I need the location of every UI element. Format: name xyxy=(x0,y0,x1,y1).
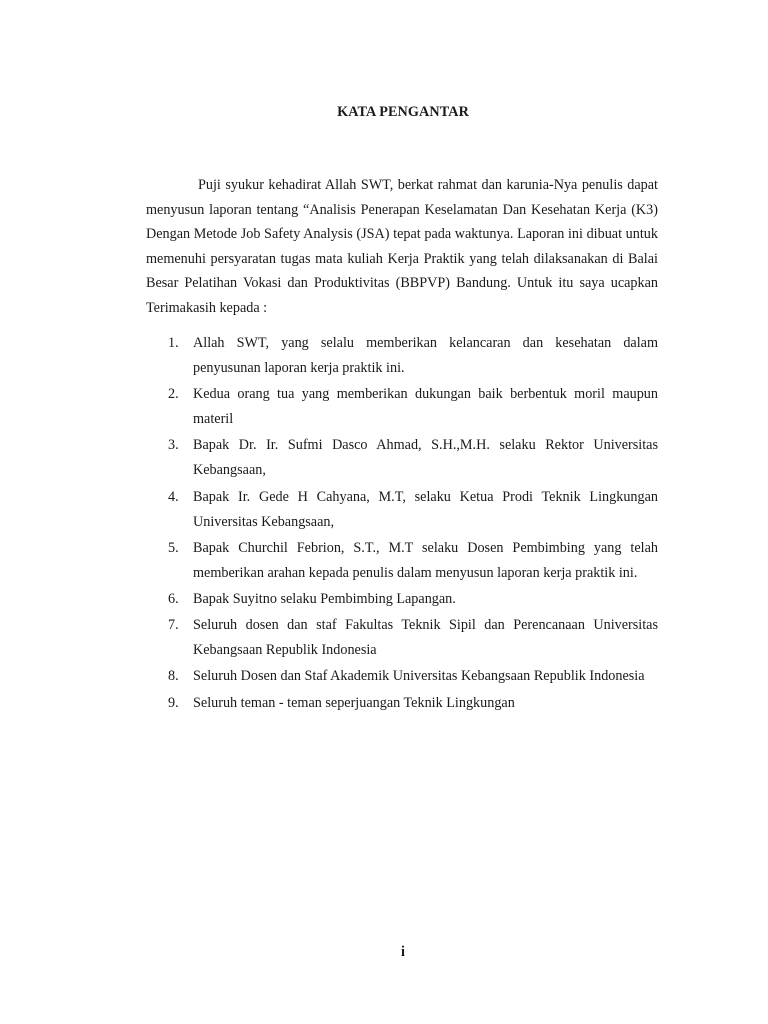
list-item-text: Bapak Ir. Gede H Cahyana, M.T, selaku Ketua Prodi Teknik Lingkungan Universitas Kebangsaan, xyxy=(193,488,658,530)
list-item-number: 2. xyxy=(168,386,179,403)
page-title: KATA PENGANTAR xyxy=(337,104,469,120)
list-item-text: Bapak Dr. Ir. Sufmi Dasco Ahmad, S.H.,M.H. selaku Rektor Universitas Kebangsaan, xyxy=(193,437,658,479)
list-item-text: Allah SWT, yang selalu memberikan kelancaran dan kesehatan dalam penyusunan laporan kerja praktik ini. xyxy=(193,335,658,376)
list-item xyxy=(146,485,658,535)
list-item xyxy=(146,613,658,663)
list-item-text: Bapak Churchil Febrion, S.T., M.T selaku Dosen Pembimbing yang telah memberikan arahan kepada penulis dalam menyusun laporan kerja praktik ini. xyxy=(193,539,658,581)
list-item xyxy=(146,691,658,716)
list-item xyxy=(146,433,658,483)
list-item-number: 3. xyxy=(168,437,179,454)
list-item-number: 9. xyxy=(168,694,179,711)
list-item xyxy=(146,331,658,381)
list-item-text: Kedua orang tua yang memberikan dukungan baik berbentuk moril maupun materil xyxy=(193,386,658,428)
intro-paragraph: Puji syukur kehadirat Allah SWT, berkat rahmat dan karunia-Nya penulis dapat menyusun laporan tentang “Analisis Penerapan Keselamatan Dan Kesehatan Kerja (K3) Dengan Metode Job Safety Analysis (JSA) tepat pada waktunya. Laporan ini dibuat untuk memenuhi persyaratan tugas mata kuliah Kerja Praktik yang telah dilaksanakan di Balai Besar Pelatihan Vokasi dan Produktivitas (BBPVP) Bandung. Untuk itu saya ucapkan Terimakasih kepada : xyxy=(146,177,658,316)
list-item xyxy=(146,664,658,689)
list-item-number: 8. xyxy=(168,668,179,685)
list-item xyxy=(146,587,658,612)
list-item-number: 5. xyxy=(168,539,179,556)
list-item xyxy=(146,382,658,432)
list-item-text: Seluruh dosen dan staf Fakultas Teknik Sipil dan Perencanaan Universitas Kebangsaan Republik Indonesia xyxy=(193,617,658,659)
list-item-number: 7. xyxy=(168,617,179,634)
list-item-number: 6. xyxy=(168,590,179,607)
list-item-number: 1. xyxy=(168,335,179,351)
list-item-text: Seluruh Dosen dan Staf Akademik Universitas Kebangsaan Republik Indonesia xyxy=(193,668,645,685)
list-item xyxy=(146,536,658,586)
list-item-text: Bapak Suyitno selaku Pembimbing Lapangan. xyxy=(193,590,456,607)
page-number: i xyxy=(401,944,405,960)
acknowledgement-list xyxy=(146,331,658,717)
list-item-number: 4. xyxy=(168,488,179,505)
list-item-text: Seluruh teman - teman seperjuangan Teknik Lingkungan xyxy=(193,694,515,711)
